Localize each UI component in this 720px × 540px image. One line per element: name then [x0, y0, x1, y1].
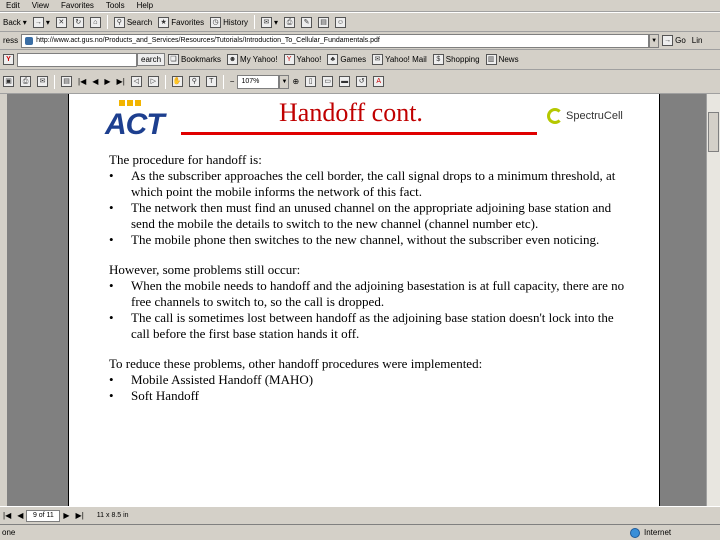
games-button[interactable] — [324, 52, 369, 68]
stop-icon: ✕ — [56, 17, 67, 28]
yahoo-mail-label: Yahoo! Mail — [385, 55, 427, 64]
search-button[interactable] — [111, 14, 155, 30]
vertical-scrollbar[interactable] — [706, 94, 720, 506]
next-page-bottom-button[interactable] — [60, 508, 72, 524]
my-yahoo-button[interactable] — [224, 52, 281, 68]
menu-favorites[interactable]: Favorites — [61, 1, 94, 10]
security-zone — [600, 528, 671, 538]
search-icon: ⚲ — [114, 17, 125, 28]
bookmark-icon: ❏ — [168, 54, 179, 65]
print-icon: ⎙ — [284, 17, 295, 28]
slide-title: Handoff cont. — [279, 98, 423, 127]
favorites-button[interactable] — [155, 14, 207, 30]
chevron-down-icon: ▾ — [22, 17, 27, 27]
slide-body — [109, 152, 629, 404]
shopping-icon: $ — [433, 54, 444, 65]
rotate-button[interactable] — [353, 74, 370, 90]
prev-page-icon: ◀ — [17, 511, 24, 520]
prev-page-bottom-button[interactable] — [14, 508, 26, 524]
spectrucell-logo — [547, 106, 657, 126]
messenger-button[interactable] — [332, 14, 349, 30]
problems-list — [109, 278, 629, 342]
discuss-icon: ▤ — [318, 17, 329, 28]
list-item: • Mobile Assisted Handoff (MAHO) — [109, 372, 629, 388]
next-page-icon: ▶ — [104, 77, 111, 86]
separator — [165, 75, 166, 89]
internet-globe-icon — [630, 528, 640, 538]
menu-bar — [0, 0, 720, 12]
procedure-list — [109, 168, 629, 248]
first-page-icon: |◀ — [3, 511, 12, 520]
back-view-icon: ◁ — [131, 76, 142, 87]
chevron-down-icon: ▾ — [45, 17, 50, 27]
list-item: • The mobile phone then switches to the new channel, without the subscriber even noticing. — [109, 232, 629, 248]
games-icon: ♣ — [327, 54, 338, 65]
zoom-tool-button[interactable] — [186, 74, 203, 90]
yahoo-mail-button[interactable] — [369, 52, 430, 68]
save-icon: ▣ — [3, 76, 14, 87]
yahoo-button[interactable] — [281, 52, 325, 68]
zoom-dropdown[interactable]: ▼ — [279, 75, 289, 89]
solutions-list — [109, 372, 629, 404]
browser-status-bar — [0, 524, 720, 540]
rotate-icon: ↺ — [356, 76, 367, 87]
print-button[interactable] — [281, 14, 298, 30]
spectrucell-logo-text: SpectruCell — [566, 110, 623, 122]
status-text: one — [2, 528, 16, 537]
fit-width-icon: ▬ — [341, 78, 349, 85]
zoom-in-button[interactable] — [289, 74, 302, 90]
history-label: History — [223, 17, 248, 27]
next-page-button[interactable] — [101, 74, 113, 90]
discuss-button[interactable] — [315, 14, 332, 30]
zoom-level-input[interactable]: 107% — [237, 75, 279, 89]
forward-icon: → — [34, 18, 42, 26]
first-page-button[interactable] — [75, 74, 89, 90]
address-dropdown[interactable]: ▼ — [649, 34, 659, 48]
mail-icon: ✉ — [261, 17, 272, 28]
pane-icon: ▤ — [61, 76, 72, 87]
intro-procedure: The procedure for handoff is: — [109, 152, 262, 167]
yahoo-search-button[interactable]: earch — [137, 53, 165, 66]
address-bar — [0, 32, 720, 50]
scrollbar-thumb[interactable] — [708, 112, 719, 152]
bookmarks-button[interactable] — [165, 52, 224, 68]
yahoo-label: Yahoo! — [296, 55, 322, 64]
hand-icon: ✋ — [172, 78, 182, 85]
my-yahoo-icon: ☻ — [228, 56, 237, 63]
text-select-icon: T — [206, 76, 217, 87]
news-button[interactable] — [483, 52, 522, 68]
separator — [223, 75, 224, 89]
pdf-status-bar — [0, 506, 720, 524]
prev-page-button[interactable] — [89, 74, 101, 90]
mail-icon: ✉ — [372, 54, 383, 65]
my-yahoo-label: My Yahoo! — [240, 55, 278, 64]
intro-problems: However, some problems still occur: — [109, 262, 301, 277]
shopping-label: Shopping — [445, 55, 480, 64]
forward-view-icon: ▷ — [148, 76, 159, 87]
zoom-icon: ⚲ — [189, 76, 200, 87]
navigation-pane-strip[interactable] — [0, 94, 7, 506]
home-icon: ⌂ — [90, 17, 101, 28]
bookmarks-label: Bookmarks — [181, 55, 222, 64]
zoom-out-button[interactable] — [227, 74, 238, 90]
list-item: • When the mobile needs to handoff and the adjoining basestation is at full capacity, there are no free channels to switch to, so the call is dropped. — [109, 278, 629, 310]
separator — [107, 15, 108, 29]
home-button[interactable] — [87, 14, 104, 30]
stop-button[interactable] — [53, 14, 70, 30]
menu-edit[interactable]: Edit — [6, 1, 20, 10]
links-toolbar — [0, 50, 720, 70]
fit-page-icon: ▭ — [322, 76, 333, 87]
news-icon: ▥ — [486, 54, 497, 65]
last-page-icon: ▶| — [75, 511, 84, 520]
minus-icon: − — [229, 77, 235, 86]
mail-icon: ✉ — [37, 76, 48, 87]
yahoo-icon: Y — [284, 54, 295, 65]
fit-page-button[interactable] — [319, 74, 336, 90]
edit-icon: ✎ — [301, 17, 312, 28]
pdf-page — [68, 94, 660, 506]
act-logo-dots — [119, 100, 141, 106]
save-copy-button[interactable] — [0, 74, 17, 90]
act-logo — [103, 100, 163, 144]
acrobat-logo-button[interactable] — [370, 74, 387, 90]
acrobat-logo-icon: A — [373, 76, 384, 87]
print-icon: ⎙ — [20, 76, 31, 87]
last-page-bottom-button[interactable] — [73, 508, 87, 524]
intro-solutions: To reduce these problems, other handoff procedures were implemented: — [109, 356, 483, 371]
email-pdf-button[interactable] — [34, 74, 51, 90]
prev-page-icon: ◀ — [92, 77, 99, 86]
text-select-button[interactable] — [203, 74, 220, 90]
go-forward-button[interactable] — [145, 74, 162, 90]
messenger-icon: ☺ — [336, 18, 345, 26]
next-page-icon: ▶ — [63, 511, 70, 520]
standard-toolbar — [0, 12, 720, 32]
actual-size-icon: ▯ — [305, 76, 316, 87]
address-input[interactable]: http://www.act.gus.no/Products_and_Services/Resources/Tutorials/Introduction_To_Cellular_Fundamentals.pdf — [21, 34, 649, 48]
list-item: • The call is sometimes lost between handoff as the adjoining base station doesn't lock into the call before the first base station hands it off. — [109, 310, 629, 342]
edit-button[interactable] — [298, 14, 315, 30]
page-number-field[interactable]: 9 of 11 — [26, 510, 60, 522]
hand-tool-button[interactable] — [169, 74, 186, 90]
actual-size-button[interactable] — [302, 74, 319, 90]
forward-button[interactable] — [30, 14, 53, 30]
acrobat-toolbar — [0, 70, 720, 94]
links-label[interactable]: Lin — [691, 36, 703, 45]
chevron-down-icon: ▾ — [273, 17, 278, 27]
shopping-button[interactable] — [430, 52, 483, 68]
yahoo-logo-button[interactable] — [0, 52, 17, 68]
history-button[interactable] — [207, 14, 251, 30]
favorites-label: Favorites — [171, 17, 205, 27]
print-pdf-button[interactable] — [17, 74, 34, 90]
games-label: Games — [340, 55, 367, 64]
go-button[interactable] — [659, 33, 689, 49]
spectrucell-mark-icon — [547, 108, 563, 124]
back-button[interactable] — [0, 14, 30, 30]
act-logo-text: ACT — [105, 108, 164, 141]
search-label: Search — [126, 17, 153, 27]
fit-width-button[interactable] — [336, 74, 353, 90]
last-page-icon: ▶| — [116, 77, 125, 86]
list-item: • Soft Handoff — [109, 388, 629, 404]
page-size-label: 11 x 8.5 in — [96, 512, 129, 519]
mail-button[interactable] — [258, 14, 281, 30]
separator — [54, 75, 55, 89]
refresh-button[interactable] — [70, 14, 87, 30]
last-page-button[interactable] — [114, 74, 128, 90]
history-icon: ◷ — [210, 17, 221, 28]
title-underline — [181, 132, 537, 135]
go-arrow-icon: → — [664, 37, 672, 44]
yahoo-y-icon: Y — [3, 54, 14, 65]
yahoo-search-input[interactable] — [17, 53, 137, 67]
plus-icon: ⊕ — [292, 77, 300, 86]
back-label: Back — [3, 17, 21, 27]
menu-help[interactable]: Help — [136, 1, 154, 10]
go-label: Go — [675, 36, 686, 45]
separator — [254, 15, 255, 29]
news-label: News — [498, 55, 519, 64]
zone-label: Internet — [644, 528, 672, 537]
bookmarks-pane-button[interactable] — [58, 74, 75, 90]
address-label: ress — [3, 36, 19, 45]
menu-tools[interactable]: Tools — [105, 1, 125, 10]
list-item: • As the subscriber approaches the cell border, the call signal drops to a minimum threshold, at which point the mobile informs the network of this fact. — [109, 168, 629, 200]
list-item: • The network then must find an unused channel on the appropriate adjoining base station and send the mobile the details to switch to the new channel (channel number etc). — [109, 200, 629, 232]
refresh-icon: ↻ — [73, 17, 84, 28]
first-page-icon: |◀ — [78, 77, 87, 86]
menu-view[interactable]: View — [31, 1, 49, 10]
favorites-icon: ★ — [158, 17, 169, 28]
go-back-button[interactable] — [128, 74, 145, 90]
first-page-bottom-button[interactable] — [0, 508, 14, 524]
